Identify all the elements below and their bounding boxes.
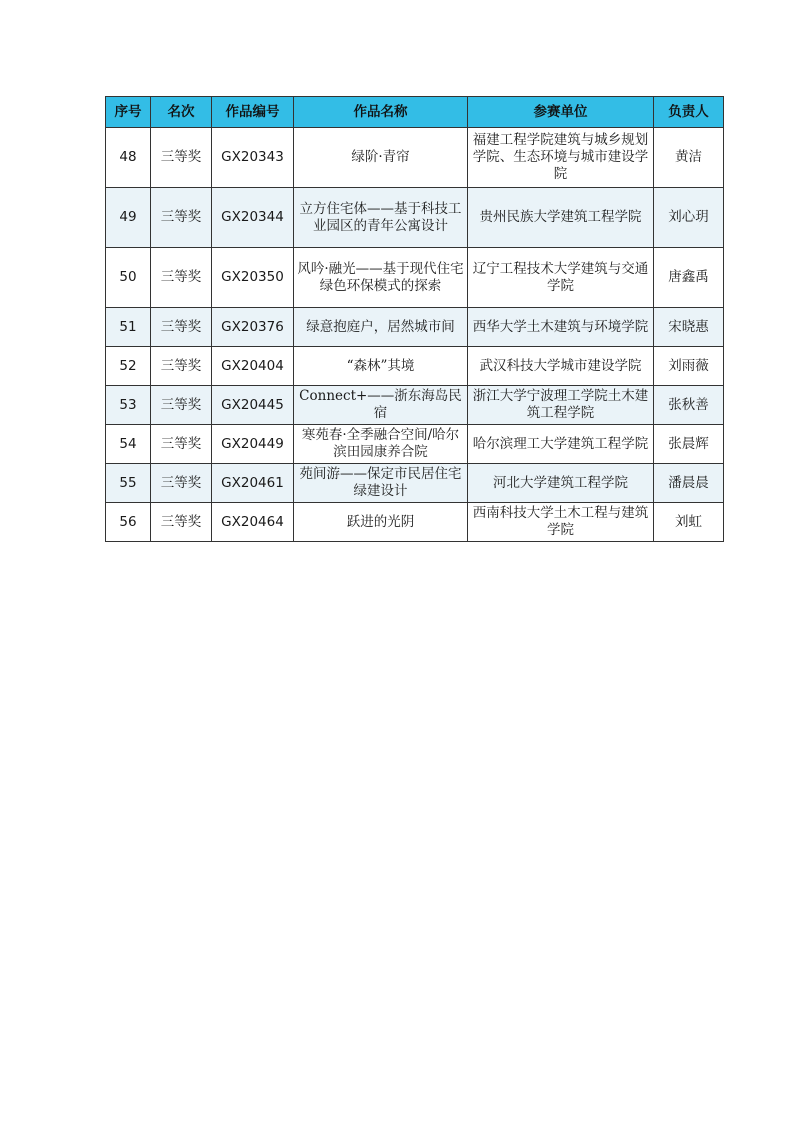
cell-number: 49 (106, 188, 151, 248)
cell-unit: 福建工程学院建筑与城乡规划学院、生态环境与城市建设学院 (468, 128, 654, 188)
cell-rank: 三等奖 (151, 248, 212, 308)
cell-unit: 贵州民族大学建筑工程学院 (468, 188, 654, 248)
cell-rank: 三等奖 (151, 128, 212, 188)
header-row (106, 97, 724, 128)
cell-lead: 刘心玥 (654, 188, 724, 248)
table-row (106, 308, 724, 347)
cell-number: 48 (106, 128, 151, 188)
cell-lead: 潘晨晨 (654, 464, 724, 503)
cell-number: 52 (106, 347, 151, 386)
cell-number: 50 (106, 248, 151, 308)
awards-table (105, 96, 724, 542)
table-body (106, 128, 724, 542)
cell-unit: 河北大学建筑工程学院 (468, 464, 654, 503)
header-cell-title: 作品名称 (294, 97, 468, 128)
table-row (106, 464, 724, 503)
table-row (106, 128, 724, 188)
cell-title: 绿阶·青帘 (294, 128, 468, 188)
cell-title: Connect+——浙东海岛民宿 (294, 386, 468, 425)
cell-rank: 三等奖 (151, 425, 212, 464)
cell-number: 51 (106, 308, 151, 347)
cell-number: 55 (106, 464, 151, 503)
cell-rank: 三等奖 (151, 347, 212, 386)
table-row (106, 386, 724, 425)
cell-lead: 张晨辉 (654, 425, 724, 464)
header-cell-unit: 参赛单位 (468, 97, 654, 128)
cell-code: GX20464 (212, 503, 294, 542)
cell-code: GX20445 (212, 386, 294, 425)
cell-lead: 刘虹 (654, 503, 724, 542)
cell-code: GX20461 (212, 464, 294, 503)
cell-code: GX20344 (212, 188, 294, 248)
cell-unit: 西南科技大学土木工程与建筑学院 (468, 503, 654, 542)
cell-unit: 浙江大学宁波理工学院土木建筑工程学院 (468, 386, 654, 425)
cell-title: 苑间游——保定市民居住宅绿建设计 (294, 464, 468, 503)
cell-rank: 三等奖 (151, 188, 212, 248)
cell-title: 跃进的光阴 (294, 503, 468, 542)
cell-rank: 三等奖 (151, 464, 212, 503)
cell-lead: 张秋善 (654, 386, 724, 425)
cell-title: “森林”其境 (294, 347, 468, 386)
table-row (106, 188, 724, 248)
cell-number: 56 (106, 503, 151, 542)
cell-rank: 三等奖 (151, 503, 212, 542)
cell-title: 绿意抱庭户，居然城市间 (294, 308, 468, 347)
cell-code: GX20343 (212, 128, 294, 188)
table-header (106, 97, 724, 128)
cell-unit: 西华大学土木建筑与环境学院 (468, 308, 654, 347)
cell-lead: 宋晓惠 (654, 308, 724, 347)
header-cell-code: 作品编号 (212, 97, 294, 128)
header-cell-lead: 负责人 (654, 97, 724, 128)
cell-title: 风吟·融光——基于现代住宅绿色环保模式的探索 (294, 248, 468, 308)
cell-code: GX20376 (212, 308, 294, 347)
header-cell-number: 序号 (106, 97, 151, 128)
cell-lead: 唐鑫禹 (654, 248, 724, 308)
cell-lead: 黄洁 (654, 128, 724, 188)
cell-number: 53 (106, 386, 151, 425)
cell-unit: 哈尔滨理工大学建筑工程学院 (468, 425, 654, 464)
cell-rank: 三等奖 (151, 308, 212, 347)
table-row (106, 503, 724, 542)
cell-unit: 辽宁工程技术大学建筑与交通学院 (468, 248, 654, 308)
cell-number: 54 (106, 425, 151, 464)
cell-code: GX20449 (212, 425, 294, 464)
cell-rank: 三等奖 (151, 386, 212, 425)
table-row (106, 248, 724, 308)
cell-lead: 刘雨薇 (654, 347, 724, 386)
table-row (106, 347, 724, 386)
cell-code: GX20350 (212, 248, 294, 308)
cell-code: GX20404 (212, 347, 294, 386)
cell-title: 立方住宅体——基于科技工业园区的青年公寓设计 (294, 188, 468, 248)
cell-unit: 武汉科技大学城市建设学院 (468, 347, 654, 386)
cell-title: 寒苑春·全季融合空间/哈尔滨田园康养合院 (294, 425, 468, 464)
header-cell-rank: 名次 (151, 97, 212, 128)
table-row (106, 425, 724, 464)
